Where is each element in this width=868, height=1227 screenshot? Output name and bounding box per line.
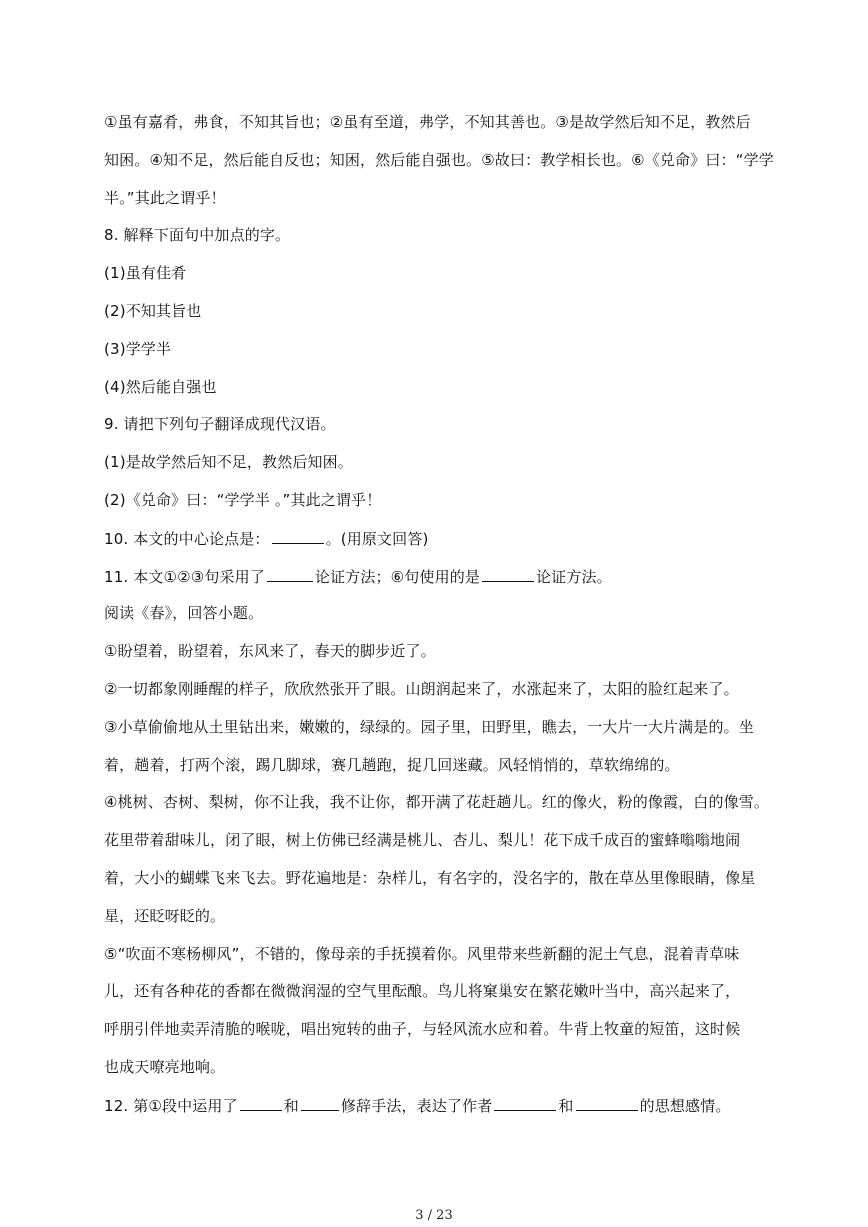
question-10-text: 10. 本文的中心论点是： xyxy=(104,529,270,548)
question-12-text: 和 xyxy=(283,1096,299,1115)
answer-blank[interactable] xyxy=(301,1095,339,1111)
passage2-line: 儿，还有各种花的香都在微微润湿的空气里酝酿。鸟儿将窠巢安在繁花嫩叶当中，高兴起来了， xyxy=(104,982,741,1001)
question-8-item: (4)然后能自强也 xyxy=(104,377,217,396)
answer-blank[interactable] xyxy=(272,528,324,544)
passage2-line: ②一切都象刚睡醒的样子，欣欣然张开了眼。山朗润起来了，水涨起来了，太阳的脸红起来了。 xyxy=(104,679,739,698)
passage1-line: ①虽有嘉肴，弗食，不知其旨也；②虽有至道，弗学，不知其善也。③是故学然后知不足，教然后 xyxy=(104,113,751,131)
page-content xyxy=(104,112,776,1133)
passage2-line: 着，大小的蝴蝶飞来飞去。野花遍地是：杂样儿，有名字的，没名字的，散在草丛里像眼睛，像星 xyxy=(104,868,756,887)
question-11-text: 11. 本文①②③句采用了 xyxy=(104,567,265,586)
answer-blank[interactable] xyxy=(576,1095,638,1111)
passage2-line: ④桃树、杏树、梨树，你不让我，我不让你，都开满了花赶趟儿。红的像火，粉的像霞，白的像雪。 xyxy=(104,793,770,812)
question-11-text: 论证方法；⑥句使用的是 xyxy=(314,567,481,586)
reading-prompt: 阅读《春》，回答小题。 xyxy=(104,604,264,623)
question-12-text: 和 xyxy=(558,1096,574,1115)
question-10-suffix: 。(用原文回答) xyxy=(325,529,429,548)
passage2-line: 呼朋引伴地卖弄清脆的喉咙，唱出宛转的曲子，与轻风流水应和着。牛背上牧童的短笛，这时候 xyxy=(104,1020,741,1039)
passage2-line: ⑤“吹面不寒杨柳风”，不错的，像母亲的手抚摸着你。风里带来些新翻的泥土气息，混着青草味 xyxy=(104,944,740,963)
passage1-line: 半。”其此之谓乎！ xyxy=(104,188,226,207)
question-11-text: 论证方法。 xyxy=(536,567,612,586)
passage2-line: 星，还眨呀眨的。 xyxy=(104,906,226,925)
question-9-title: 9. 请把下列句子翻译成现代汉语。 xyxy=(104,415,336,434)
page-number: 3 / 23 xyxy=(415,1208,453,1223)
passage1-line: 知困。④知不足，然后能自反也；知困，然后能自强也。⑤故曰：教学相长也。⑥《兑命》曰：“学学 xyxy=(104,150,774,169)
passage2-line: 也成天嘹亮地响。 xyxy=(104,1057,226,1076)
answer-blank[interactable] xyxy=(267,566,313,582)
answer-blank[interactable] xyxy=(240,1095,282,1111)
question-8-item: (1)虽有佳肴 xyxy=(104,264,187,283)
passage2-line: 着，趟着，打两个滚，踢几脚球，赛几趟跑，捉几回迷藏。风轻悄悄的，草软绵绵的。 xyxy=(104,755,680,774)
passage2-line: ③小草偷偷地从土里钻出来，嫩嫩的，绿绿的。园子里，田野里，瞧去，一大片一大片满是的。坐 xyxy=(104,717,754,736)
question-8-title: 8. 解释下面句中加点的字。 xyxy=(104,226,291,245)
question-12-text: 的思想感情。 xyxy=(639,1096,731,1115)
question-8-item: (2)不知其旨也 xyxy=(104,301,202,320)
question-12 xyxy=(104,1095,776,1115)
passage2-line: 花里带着甜味儿，闭了眼，树上仿佛已经满是桃儿、杏儿、梨儿！花下成千成百的蜜蜂嗡嗡地闹 xyxy=(104,831,741,850)
passage2-line: ①盼望着，盼望着，东风来了，春天的脚步近了。 xyxy=(104,642,436,661)
question-9-item: (2)《兑命》曰：“学学半 。”其此之谓乎！ xyxy=(104,490,382,509)
answer-blank[interactable] xyxy=(482,566,534,582)
question-12-text: 12. 第①段中运用了 xyxy=(104,1096,238,1115)
question-8-item: (3)学学半 xyxy=(104,339,172,358)
answer-blank[interactable] xyxy=(494,1095,556,1111)
question-11 xyxy=(104,566,776,586)
question-9-item: (1)是故学然后知不足，教然后知困。 xyxy=(104,453,353,472)
question-12-text: 修辞手法，表达了作者 xyxy=(340,1096,493,1115)
question-10 xyxy=(104,528,776,548)
